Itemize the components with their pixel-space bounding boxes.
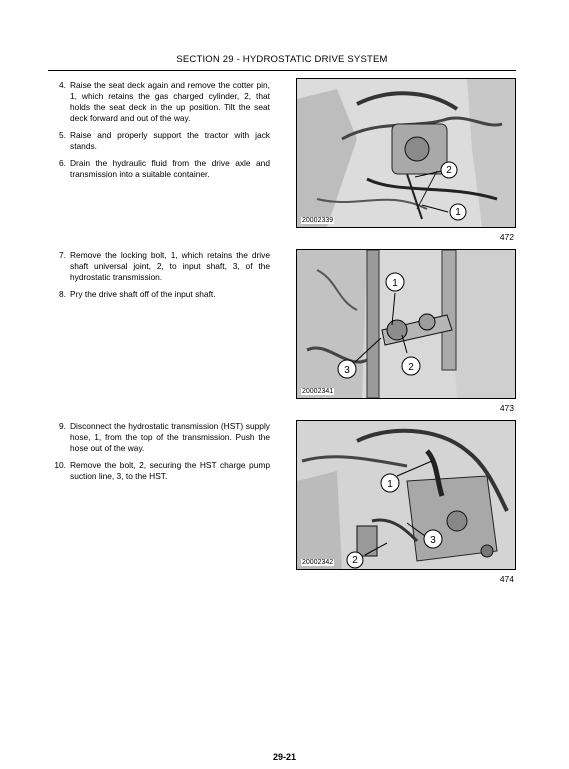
callout-3: 3	[430, 535, 436, 546]
step-number: 10.	[54, 460, 66, 470]
step-number: 8.	[59, 289, 66, 299]
tractor-seat-deck-illustration	[297, 79, 515, 227]
step-text: Disconnect the hydrostatic transmission (HST) supply hose, 1, from the top of the transmission. Push the hose out of the way.	[70, 421, 270, 453]
callout-3: 3	[344, 365, 350, 376]
step-text: Pry the drive shaft off of the input shaft.	[70, 289, 216, 299]
step-number: 4.	[59, 80, 66, 90]
step-text: Raise and properly support the tractor with jack stands.	[70, 130, 270, 151]
step-item	[48, 421, 270, 454]
step-text: Remove the locking bolt, 1, which retains the drive shaft universal joint, 2, to input shaft, 3, of the hydrostatic transmission.	[70, 250, 270, 282]
step-item	[48, 250, 270, 283]
step-item	[48, 289, 270, 300]
step-item	[48, 130, 270, 152]
callout-1: 1	[387, 479, 393, 490]
step-number: 9.	[59, 421, 66, 431]
steps-block-1	[48, 80, 270, 186]
figure-number: 474	[499, 574, 514, 584]
step-number: 7.	[59, 250, 66, 260]
steps-block-3	[48, 421, 270, 488]
page-number: 29-21	[272, 752, 297, 762]
callout-1: 1	[392, 278, 398, 289]
callout-2: 2	[408, 362, 414, 373]
photo-472	[296, 78, 516, 228]
photo-473	[296, 249, 516, 399]
step-item	[48, 460, 270, 482]
step-number: 5.	[59, 130, 66, 140]
step-item	[48, 158, 270, 180]
steps-block-2	[48, 250, 270, 306]
photo-id: 20002341	[302, 388, 334, 395]
step-text: Raise the seat deck again and remove the cotter pin, 1, which retains the gas charged cylinder, 2, that holds the seat deck in the up position. Tilt the seat deck forward and out of the way.	[70, 80, 270, 123]
step-text: Drain the hydraulic fluid from the drive axle and transmission into a suitable container.	[70, 158, 270, 179]
photo-474	[296, 420, 516, 570]
step-item	[48, 80, 270, 124]
drive-shaft-illustration	[297, 250, 515, 398]
photo-id: 20002339	[302, 217, 334, 224]
figure-number: 473	[499, 403, 514, 413]
figure-number: 472	[499, 232, 514, 242]
callout-1: 1	[455, 207, 461, 218]
callout-2: 2	[446, 165, 452, 176]
hst-hose-illustration	[297, 421, 515, 569]
step-number: 6.	[59, 158, 66, 168]
photo-id: 20002342	[302, 559, 334, 566]
step-text: Remove the bolt, 2, securing the HST charge pump suction line, 3, to the HST.	[70, 460, 270, 481]
section-header: SECTION 29 - HYDROSTATIC DRIVE SYSTEM	[48, 54, 516, 71]
callout-2: 2	[352, 555, 358, 566]
